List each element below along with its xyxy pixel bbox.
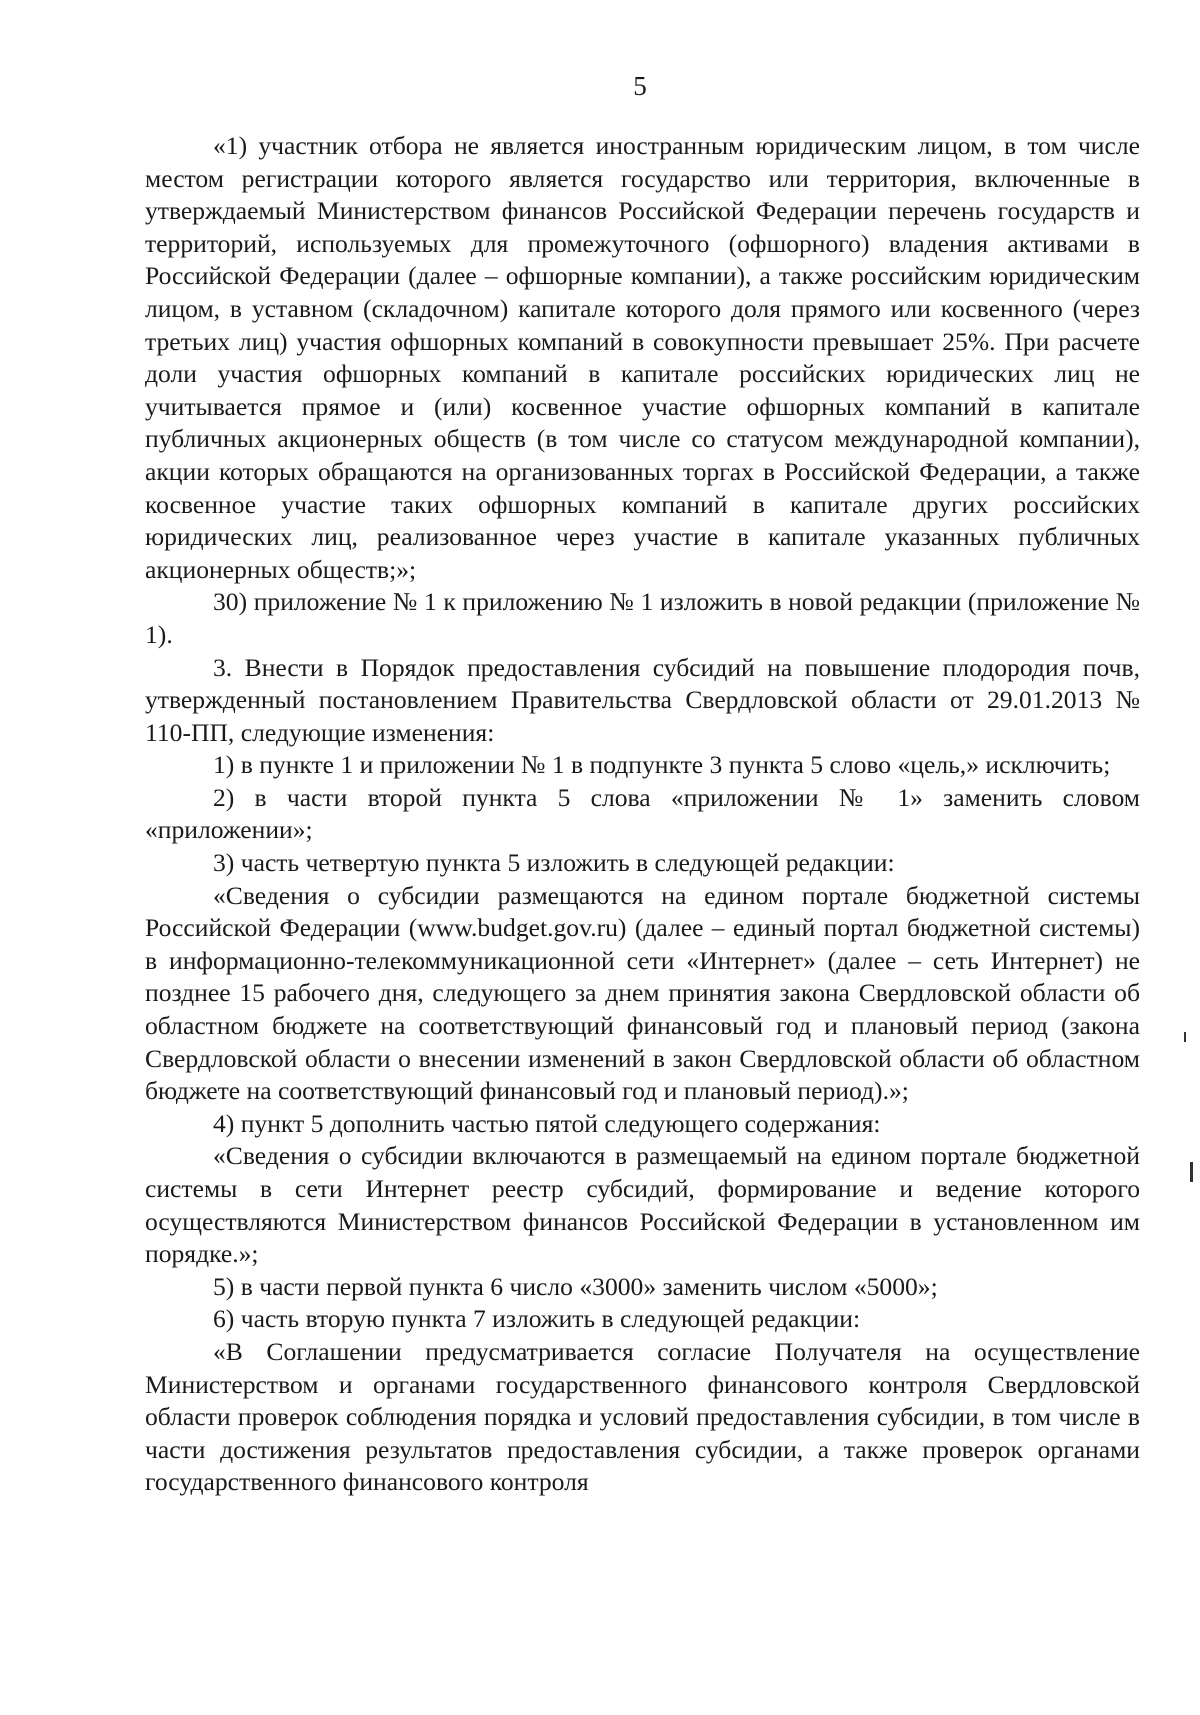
- paragraph-item-30: 30) приложение № 1 к приложению № 1 изложить в новой редакции (приложение № 1).: [145, 587, 1140, 649]
- paragraph-change-6: 6) часть вторую пункта 7 изложить в следующей редакции:: [213, 1304, 861, 1334]
- paragraph-section-3: 3. Внести в Порядок предоставления субсидий на повышение плодородия почв, утвержденный постановлением Правительства Свердловской области от 29.01.2013 № 110-ПП, следующие изменения:: [145, 652, 1140, 747]
- paragraph-change-3: 3) часть четвертую пункта 5 изложить в следующей редакции:: [213, 848, 895, 878]
- paragraph-clause-1-offshore: «1) участник отбора не является иностранным юридическим лицом, в том числе местом регистрации которого является государство или территория, включенные в утверждаемый Министерством финансов Российской Федерации перечень государств и территорий, используемых для промежуточного (офшорного) владения активами в Российской Федерации (далее – офшорные компании), а также российским юридическим лицом, в уставном (складочном) капитале которого доля прямого или косвенного (через третьих лиц) участия офшорных компаний в совокупности превышает 25%. При расчете доли участия офшорных компаний в капитале российских юридических лиц не учитывается прямое и (или) косвенное участие офшорных компаний в капитале публичных акционерных обществ (в том числе со статусом международной компании), акции которых обращаются на организованных торгах в Российской Федерации, а также косвенное участие таких офшорных компаний в капитале других российских юридических лиц, реализованное через участие в капитале указанных публичных акционерных обществ;»;: [145, 131, 1140, 584]
- paragraph-quote-agreement: «В Соглашении предусматривается согласие Получателя на осуществление Министерством и органами государственного финансового контроля Свердловской области проверок соблюдения порядка и условий предоставления субсидии, в том числе в части достижения результатов предоставления субсидии, а также проверок органами государственного финансового контроля: [145, 1336, 1140, 1497]
- document-body: [145, 130, 1140, 1499]
- paragraph-quote-subsidy-info: «Сведения о субсидии размещаются на едином портале бюджетной системы Российской Федерации (www.budget.gov.ru) (далее – единый портал бюджетной системы) в информационно-телекоммуникационной сети «Интернет» (далее – сеть Интернет) не позднее 15 рабочего дня, следующего за днем принятия закона Свердловской области об областном бюджете на соответствующий финансовый год и плановый период (закона Свердловской области о внесении изменений в закон Свердловской области об областном бюджете на соответствующий финансовый год и плановый период).»;: [145, 880, 1140, 1106]
- scan-mark: [1184, 1032, 1186, 1042]
- paragraph-quote-registry: «Сведения о субсидии включаются в размещаемый на едином портале бюджетной системы в сети Интернет реестр субсидий, формирование и ведение которого осуществляются Министерством финансов Российской Федерации в установленном им порядке.»;: [145, 1141, 1140, 1269]
- paragraph-change-4: 4) пункт 5 дополнить частью пятой следующего содержания:: [213, 1108, 881, 1138]
- paragraph-change-1: 1) в пункте 1 и приложении № 1 в подпункте 3 пункта 5 слово «цель,» исключить;: [213, 750, 1111, 780]
- page-number: 5: [633, 71, 647, 101]
- paragraph-change-2: 2) в части второй пункта 5 слова «приложении № 1» заменить словом «приложении»;: [145, 782, 1140, 845]
- paragraph-change-5: 5) в части первой пункта 6 число «3000» заменить числом «5000»;: [213, 1271, 938, 1301]
- scan-mark: [1190, 1162, 1193, 1182]
